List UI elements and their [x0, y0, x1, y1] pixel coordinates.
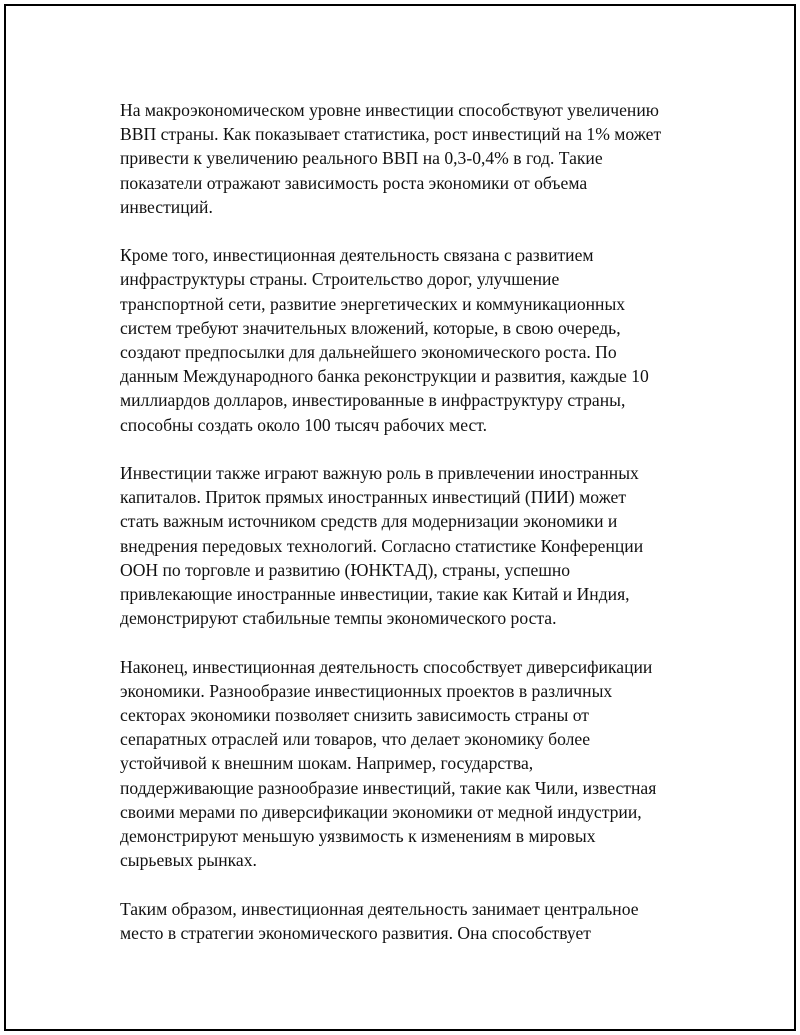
page-frame [4, 4, 796, 1031]
paragraph-foreign-capital: Инвестиции также играют важную роль в привлечении иностранных капиталов. Приток прямых иностранных инвестиций (ПИИ) может стать важным источником средств для модернизации экономики и внедрения передовых технологий. Согласно статистике Конференции ООН по торговле и развитию (ЮНКТАД), страны, успешно привлекающие иностранные инвестиции, такие как Китай и Индия, демонстрируют стабильные темпы экономического роста. [120, 463, 644, 629]
paragraph-infrastructure: Кроме того, инвестиционная деятельность связана с развитием инфраструктуры страны. Строительство дорог, улучшение транспортной сети, развитие энергетических и коммуникационных систем требуют значительных вложений, которые, в свою очередь, создают предпосылки для дальнейшего экономического роста. По данным Международного банка реконструкции и развития, каждые 10 миллиардов долларов, инвестированные в инфраструктуру страны, способны создать около 100 тысяч рабочих мест. [120, 245, 649, 435]
paragraph-diversification: Наконец, инвестиционная деятельность способствует диверсификации экономики. Разнообразие инвестиционных проектов в различных секторах экономики позволяет снизить зависимость страны от сепаратных отраслей или товаров, что делает экономику более устойчивой к внешним шокам. Например, государства, поддерживающие разнообразие инвестиций, такие как Чили, известная своими мерами по диверсификации экономики от медной индустрии, демонстрируют меньшую уязвимость к изменениям в мировых сырьевых рынках. [120, 656, 657, 871]
paragraph-gdp-growth: На макроэкономическом уровне инвестиции способствуют увеличению ВВП страны. Как показывает статистика, рост инвестиций на 1% может привести к увеличению реального ВВП на 0,3-0,4% в год. Такие показатели отражают зависимость роста экономики от объема инвестиций. [120, 100, 662, 217]
document-body [120, 98, 700, 945]
paragraph-conclusion: Таким образом, инвестиционная деятельность занимает центральное место в стратегии экономического развития. Она способствует [120, 898, 639, 943]
